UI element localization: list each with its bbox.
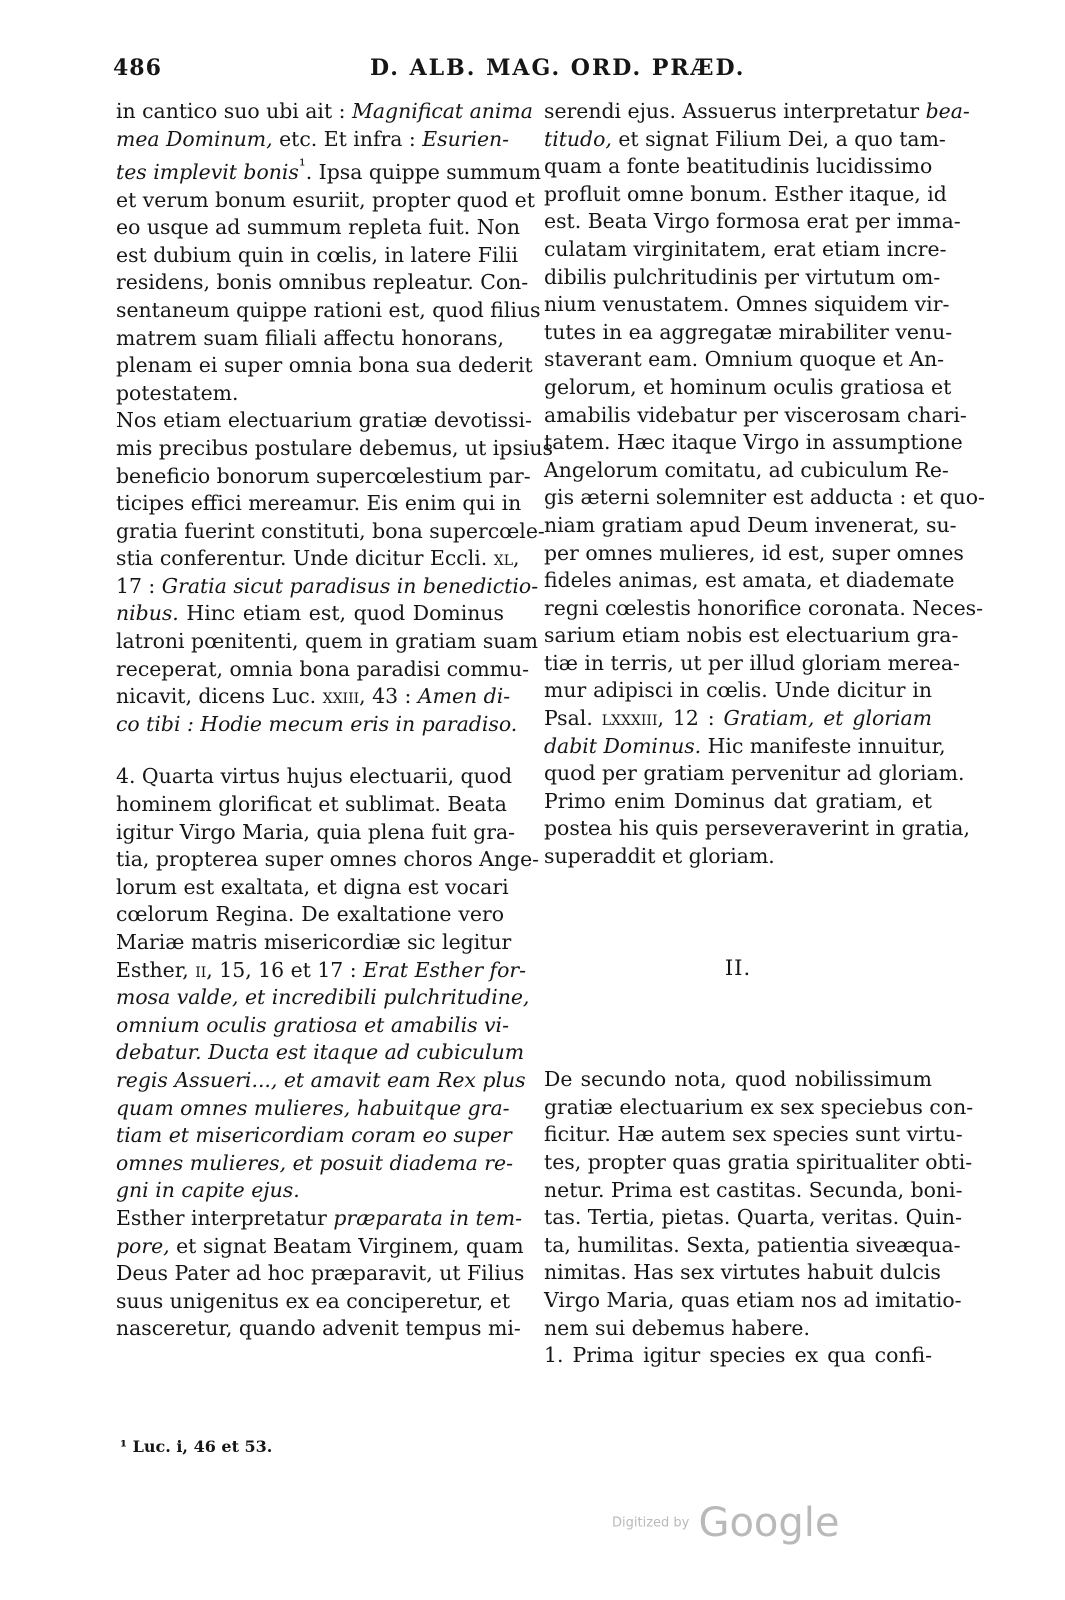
text-line: gni in capite ejus. — [116, 1178, 300, 1203]
text-line: dabit Dominus. Hic manifeste innuitur, — [544, 733, 946, 758]
text-line: ta, humilitas. Sexta, patientia siveæqua- — [544, 1232, 961, 1257]
text-line: Angelorum comitatu, ad cubiculum Re- — [544, 457, 949, 482]
text-line: beneficio bonorum supercœlestium par- — [116, 463, 531, 488]
text-line: tiam et misericordiam coram eo super — [116, 1123, 512, 1148]
text-line: tutes in ea aggregatæ mirabiliter venu- — [544, 319, 953, 344]
text-line: 1. Prima igitur species ex qua confi- — [544, 1343, 932, 1368]
text-line: Esther, ii, 15, 16 et 17 : Erat Esther for- — [116, 957, 527, 982]
watermark-brand: Google — [698, 1500, 840, 1546]
text-line: mea Dominum, etc. Et infra : Esurien- — [116, 126, 510, 151]
text-line: suus unigenitus ex ea conciperetur, et — [116, 1288, 511, 1313]
text-line: omnium oculis gratiosa et amabilis vi- — [116, 1012, 509, 1037]
text-line: stia conferentur. Unde dicitur Eccli. xl, — [116, 546, 520, 571]
text-line: gelorum, et hominum oculis gratiosa et — [544, 374, 952, 399]
text-line: staverant eam. Omnium quoque et An- — [544, 347, 944, 372]
text-line: dibilis pulchritudinis per virtutum om- — [544, 264, 941, 289]
text-line: postea his quis perseveraverint in gratia, — [544, 816, 970, 841]
text-line: tas. Tertia, pietas. Quarta, veritas. Quin- — [544, 1205, 962, 1230]
text-line: nicavit, dicens Luc. xxiii, 43 : Amen di- — [116, 684, 511, 709]
text-line: est. Beata Virgo formosa erat per imma- — [544, 209, 961, 234]
text-line: gratia fuerint constituti, bona supercœle- — [116, 518, 545, 543]
right-column — [544, 98, 985, 1370]
paragraph-gap — [116, 738, 504, 763]
text-line: per omnes mulieres, id est, super omnes — [544, 540, 964, 565]
text-line: tes implevit bonis$^{^1}$. Ipsa quippe summum — [116, 156, 541, 184]
text-line: hominem glorificat et sublimat. Beata — [116, 792, 507, 817]
text-line: Psal. lxxxiii, 12 : Gratiam, et gloriam — [544, 706, 933, 731]
text-line: nem sui debemus habere. — [544, 1315, 810, 1340]
page-number: 486 — [113, 55, 162, 81]
text-line: profluit omne bonum. Esther itaque, id — [544, 181, 947, 206]
section-heading: II. — [724, 955, 752, 980]
paragraph-gap — [544, 982, 932, 1066]
text-line: titudo, et signat Filium Dei, a quo tam- — [544, 126, 946, 151]
text-line: gis æterni solemniter est adducta : et quo- — [544, 485, 985, 510]
text-line: superaddit et gloriam. — [544, 844, 775, 869]
text-line: quam omnes mulieres, habuitque gra- — [116, 1095, 510, 1120]
text-line: quod per gratiam pervenitur ad gloriam. — [544, 761, 965, 786]
text-line: Primo enim Dominus dat gratiam, et — [544, 788, 932, 813]
text-line: cœlorum Regina. De exaltatione vero — [116, 902, 504, 927]
text-line: in cantico suo ubi ait : Magnificat anima — [116, 99, 533, 123]
text-line: latroni pœnitenti, quem in gratiam suam — [116, 629, 538, 654]
text-line: nasceretur, quando advenit tempus mi- — [116, 1316, 521, 1341]
text-line: pore, et signat Beatam Virginem, quam — [116, 1233, 524, 1258]
text-line: plenam ei super omnia bona sua dederit — [116, 353, 533, 378]
text-line: igitur Virgo Maria, quia plena fuit gra- — [116, 819, 516, 844]
text-line: nibus. Hinc etiam est, quod Dominus — [116, 601, 504, 626]
text-line: regni cœlestis honorifice coronata. Neces- — [544, 595, 984, 620]
paragraph-gap — [544, 871, 932, 955]
text-line: sentaneum quippe rationi est, quod filius — [116, 297, 541, 322]
text-line: receperat, omnia bona paradisi commu- — [116, 656, 530, 681]
footnote: ¹ Luc. i, 46 et 53. — [120, 1437, 273, 1456]
text-line: lorum est exaltata, et digna est vocari — [116, 874, 509, 899]
text-line: residens, bonis omnibus repleatur. Con- — [116, 270, 529, 295]
text-line: mur adipisci in cœlis. Unde dicitur in — [544, 678, 932, 703]
digitized-watermark — [612, 1500, 840, 1546]
text-line: et verum bonum esuriit, propter quod et — [116, 187, 535, 212]
text-line: fideles animas, est amata, et diademate — [544, 568, 955, 593]
text-line: matrem suam filiali affectu honorans, — [116, 325, 504, 350]
text-line: gratiæ electuarium ex sex speciebus con- — [544, 1094, 974, 1119]
text-line: eo usque ad summum repleta fuit. Non — [116, 215, 520, 240]
text-line: 17 : Gratia sicut paradisus in benedictio- — [116, 573, 539, 598]
text-line: regis Assueri..., et amavit eam Rex plus — [116, 1067, 526, 1092]
text-line: tiæ in terris, ut per illud gloriam merea- — [544, 650, 960, 675]
text-line: Esther interpretatur præparata in tem- — [116, 1205, 522, 1230]
text-line: 4. Quarta virtus hujus electuarii, quod — [116, 764, 513, 789]
text-line: amabilis videbatur per viscerosam chari- — [544, 402, 967, 427]
text-line: De secundo nota, quod nobilissimum — [544, 1067, 932, 1092]
text-line: debatur. Ducta est itaque ad cubiculum — [116, 1040, 525, 1065]
text-line: ticipes effici mereamur. Eis enim qui in — [116, 491, 522, 516]
text-line: potestatem. — [116, 380, 239, 405]
text-line: Nos etiam electuarium gratiæ devotissi- — [116, 408, 532, 433]
text-line: Virgo Maria, quas etiam nos ad imitatio- — [544, 1287, 962, 1312]
text-line: tes, propter quas gratia spiritualiter obti- — [544, 1150, 973, 1174]
text-line: mosa valde, et incredibili pulchritudine, — [116, 985, 530, 1010]
text-line: co tibi : Hodie mecum eris in paradiso. — [116, 711, 518, 736]
text-line: sarium etiam nobis est electuarium gra- — [544, 623, 959, 648]
text-line: ficitur. Hæ autem sex species sunt virtu- — [544, 1122, 963, 1147]
text-line: serendi ejus. Assuerus interpretatur bea- — [544, 99, 970, 123]
text-line: omnes mulieres, et posuit diadema re- — [116, 1150, 513, 1175]
text-line: tatem. Hæc itaque Virgo in assumptione — [544, 430, 963, 455]
text-line: tia, propterea super omnes choros Ange- — [116, 847, 540, 872]
left-column — [116, 98, 553, 1343]
text-line: quam a fonte beatitudinis lucidissimo — [544, 154, 933, 179]
text-line: nimitas. Has sex virtutes habuit dulcis — [544, 1260, 941, 1285]
text-line: Deus Pater ad hoc præparavit, ut Filius — [116, 1261, 525, 1286]
text-line: culatam virginitatem, erat etiam incre- — [544, 236, 947, 261]
text-line: est dubium quin in cœlis, in latere Filii — [116, 242, 519, 267]
watermark-prefix: Digitized by — [612, 1515, 690, 1531]
text-line: Mariæ matris misericordiæ sic legitur — [116, 930, 512, 955]
text-line: nium venustatem. Omnes siquidem vir- — [544, 292, 950, 317]
text-line: netur. Prima est castitas. Secunda, boni- — [544, 1177, 963, 1202]
running-header: D. ALB. MAG. ORD. PRÆD. — [370, 55, 746, 81]
text-line: mis precibus postulare debemus, ut ipsius — [116, 435, 553, 460]
text-line: niam gratiam apud Deum invenerat, su- — [544, 512, 957, 537]
